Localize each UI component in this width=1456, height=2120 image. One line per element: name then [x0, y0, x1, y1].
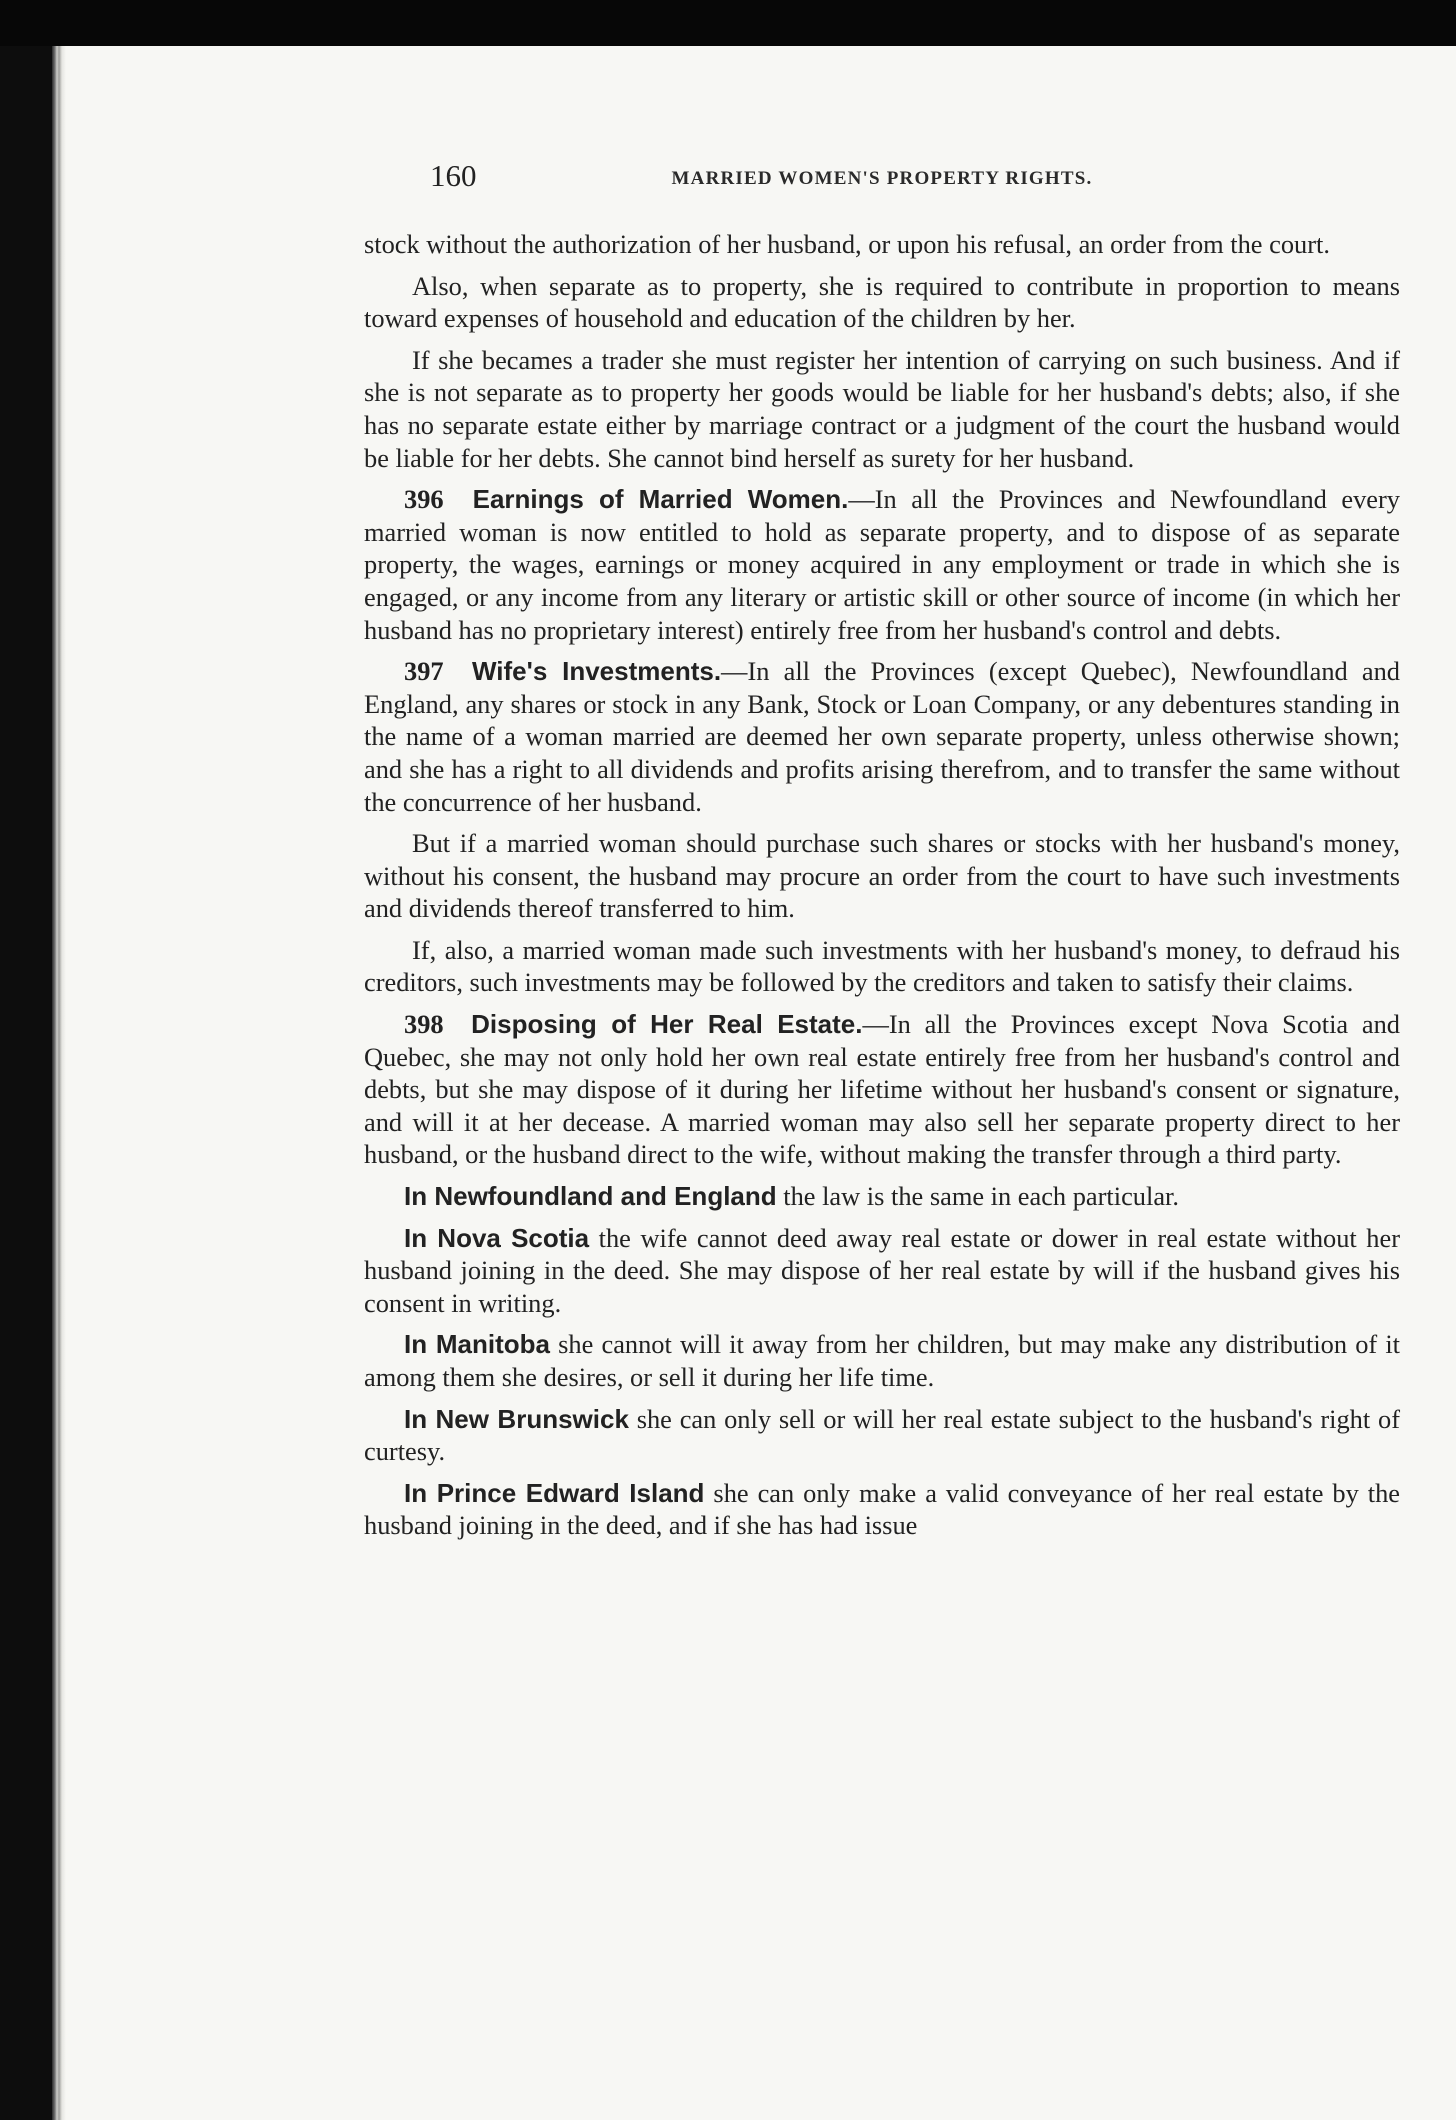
section-heading: Earnings of Married Women. [472, 484, 849, 515]
paragraph-trader: If she becames a trader she must register her intention of carrying on such business. And if she is not separate as to property her goods would be liable for her husband's debts; also, if she has no separate estate either by marriage contract or a judgment of the court the husband would be liable for her debts. She cannot bind herself as surety for her husband. [364, 344, 1400, 473]
section-heading: Wife's Investments. [471, 656, 722, 687]
paragraph-new-brunswick: In New Brunswick she can only sell or will her real estate subject to the husband's right of curtesy. [364, 1403, 1400, 1467]
province-heading: In Prince Edward Island [404, 1477, 705, 1508]
section-heading: Disposing of Her Real Estate. [471, 1009, 863, 1040]
paragraph-nova-scotia: In Nova Scotia the wife cannot deed away real estate or dower in real estate without her husband joining in the deed. She may dispose of her real estate by will if the husband gives his consent in writing. [364, 1222, 1401, 1318]
section-397 [364, 655, 1400, 818]
section-body: —In all the Provinces (except Quebec), Newfoundland and England, any shares or stock in any Bank, Stock or Loan Company, or any debentures standing in the name of a woman married are deemed her own separate property, unless otherwise shown; and she has a right to all dividends and profits arising therefrom, and to transfer the same without the concurrence of her husband. [364, 656, 1401, 817]
section-398 [364, 1008, 1400, 1171]
province-heading: In New Brunswick [404, 1403, 629, 1434]
province-heading: In Newfoundland and England [404, 1181, 777, 1212]
page-content [364, 158, 1400, 1551]
running-head: MARRIED WOMEN'S PROPERTY RIGHTS. [671, 168, 1093, 189]
page-header [364, 158, 1400, 228]
scan-border-top [0, 0, 1456, 46]
paragraph-continuation: stock without the authorization of her husband, or upon his refusal, an order from the court. [364, 229, 1330, 259]
section-number: 397 [404, 656, 444, 687]
section-body: —In all the Provinces and Newfoundland every married woman is now entitled to hold as separate property, and to dispose of as separate property, the wages, earnings or money acquired in any employment or trade in which she is engaged, or any income from any literary or artistic skill or other source of income (in which her husband has no proprietary interest) entirely free from her husband's control and debts. [364, 484, 1400, 645]
section-number: 398 [404, 1009, 444, 1040]
section-number: 396 [404, 484, 444, 515]
page-edges [52, 46, 66, 2120]
province-heading: In Nova Scotia [404, 1222, 590, 1253]
paragraph-defraud-creditors: If, also, a married woman made such investments with her husband's money, to defraud his creditors, such investments may be followed by the creditors and taken to satisfy their claims. [364, 934, 1400, 998]
province-heading: In Manitoba [404, 1329, 550, 1360]
book-page [52, 46, 1456, 2120]
section-body: —In all the Provinces except Nova Scotia and Quebec, she may not only hold her own real estate entirely free from her husband's control and debts, but she may dispose of it during her lifetime without her husband's consent or signature, and will it at her decease. A married woman may also sell her separate property direct to her husband, or the husband direct to the wife, without making the transfer through a third party. [364, 1009, 1400, 1170]
paragraph-husbands-money: But if a married woman should purchase such shares or stocks with her husband's money, without his consent, the husband may procure an order from the court to have such investments and dividends thereof transferred to him. [364, 828, 1400, 924]
section-396 [364, 483, 1400, 646]
paragraph-prince-edward-island: In Prince Edward Island she can only make a valid conveyance of her real estate by the husband joining in the deed, and if she has had issue [364, 1477, 1400, 1541]
paragraph-manitoba: In Manitoba she cannot will it away from her children, but may make any distribution of it among them she desires, or sell it during her life time. [364, 1329, 1400, 1392]
page-number: 160 [430, 158, 477, 193]
paragraph-newfoundland-england: In Newfoundland and England the law is the same in each particular. [404, 1181, 1179, 1212]
paragraph-separate-property: Also, when separate as to property, she is required to contribute in proportion to means toward expenses of household and education of the children by her. [364, 270, 1400, 334]
